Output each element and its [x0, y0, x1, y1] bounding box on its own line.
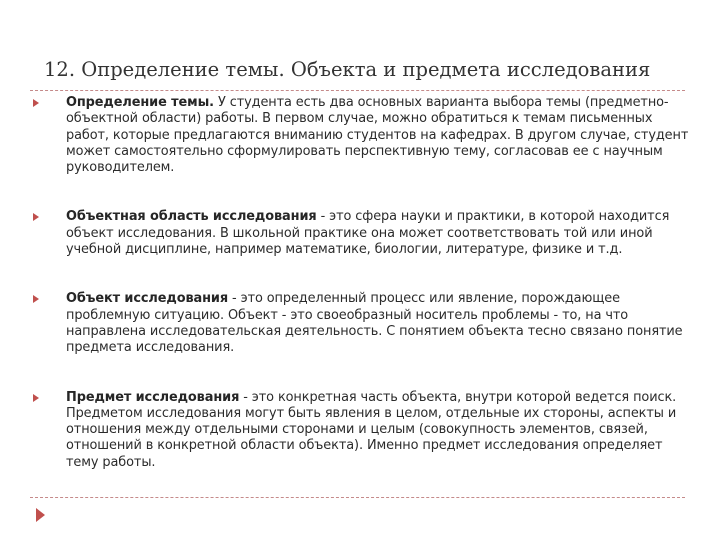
bullet-term: Определение темы.: [66, 95, 214, 110]
bullet-arrow-icon: [33, 394, 39, 402]
bullet-term: Предмет исследования: [66, 389, 240, 405]
bullet-item-research-subject: [30, 390, 690, 471]
bullet-text: У студента есть два основных варианта выбора темы (предметно-объектной области) работы. В первом случае, можно обратиться к темам письменных работ, которые предлагаются вниманию студентов на кафедрах. В другом случае, студент может самостоятельно сформулировать перспективную тему, согласовав ее с научным руководителем.: [66, 95, 689, 176]
bullet-text: - это сфера науки и практики, в которой находится объект исследования. В школьной практике она может соответствовать той или иной учебной дисциплине, например математике, биологии, литературе, физике и т.д.: [66, 209, 670, 258]
bullet-item-topic-definition: [30, 95, 690, 176]
bullet-text: - это определенный процесс или явление, порождающее проблемную ситуацию. Объект - это своеобразный носитель проблемы - то, на что направлена исследовательская деятельность. С понятием объекта тесно связано понятие предмета исследования.: [66, 291, 683, 356]
bullet-item-research-object: [30, 291, 690, 356]
bullet-arrow-icon: [33, 99, 39, 107]
bullet-term: Объект исследования: [66, 291, 229, 307]
bottom-divider: [30, 497, 685, 498]
title-divider: [30, 90, 685, 91]
bullet-item-object-area: [30, 209, 690, 258]
slide-title: 12. Определение темы. Объекта и предмета исследования: [44, 58, 651, 81]
bullet-arrow-icon: [33, 295, 39, 303]
bullet-list: [30, 95, 690, 471]
bullet-text: - это конкретная часть объекта, внутри которой ведется поиск. Предметом исследования могут быть явления в целом, отдельные их стороны, аспекты и отношения между отдельными сторонами и целым (совокупность элементов, связей, отношений в конкретной области объекта). Именно предмет исследования определяет тему работы.: [66, 389, 677, 470]
bullet-arrow-icon: [33, 213, 39, 221]
corner-arrow-icon: [36, 508, 45, 522]
bullet-term: Объектная область исследования: [66, 209, 317, 225]
